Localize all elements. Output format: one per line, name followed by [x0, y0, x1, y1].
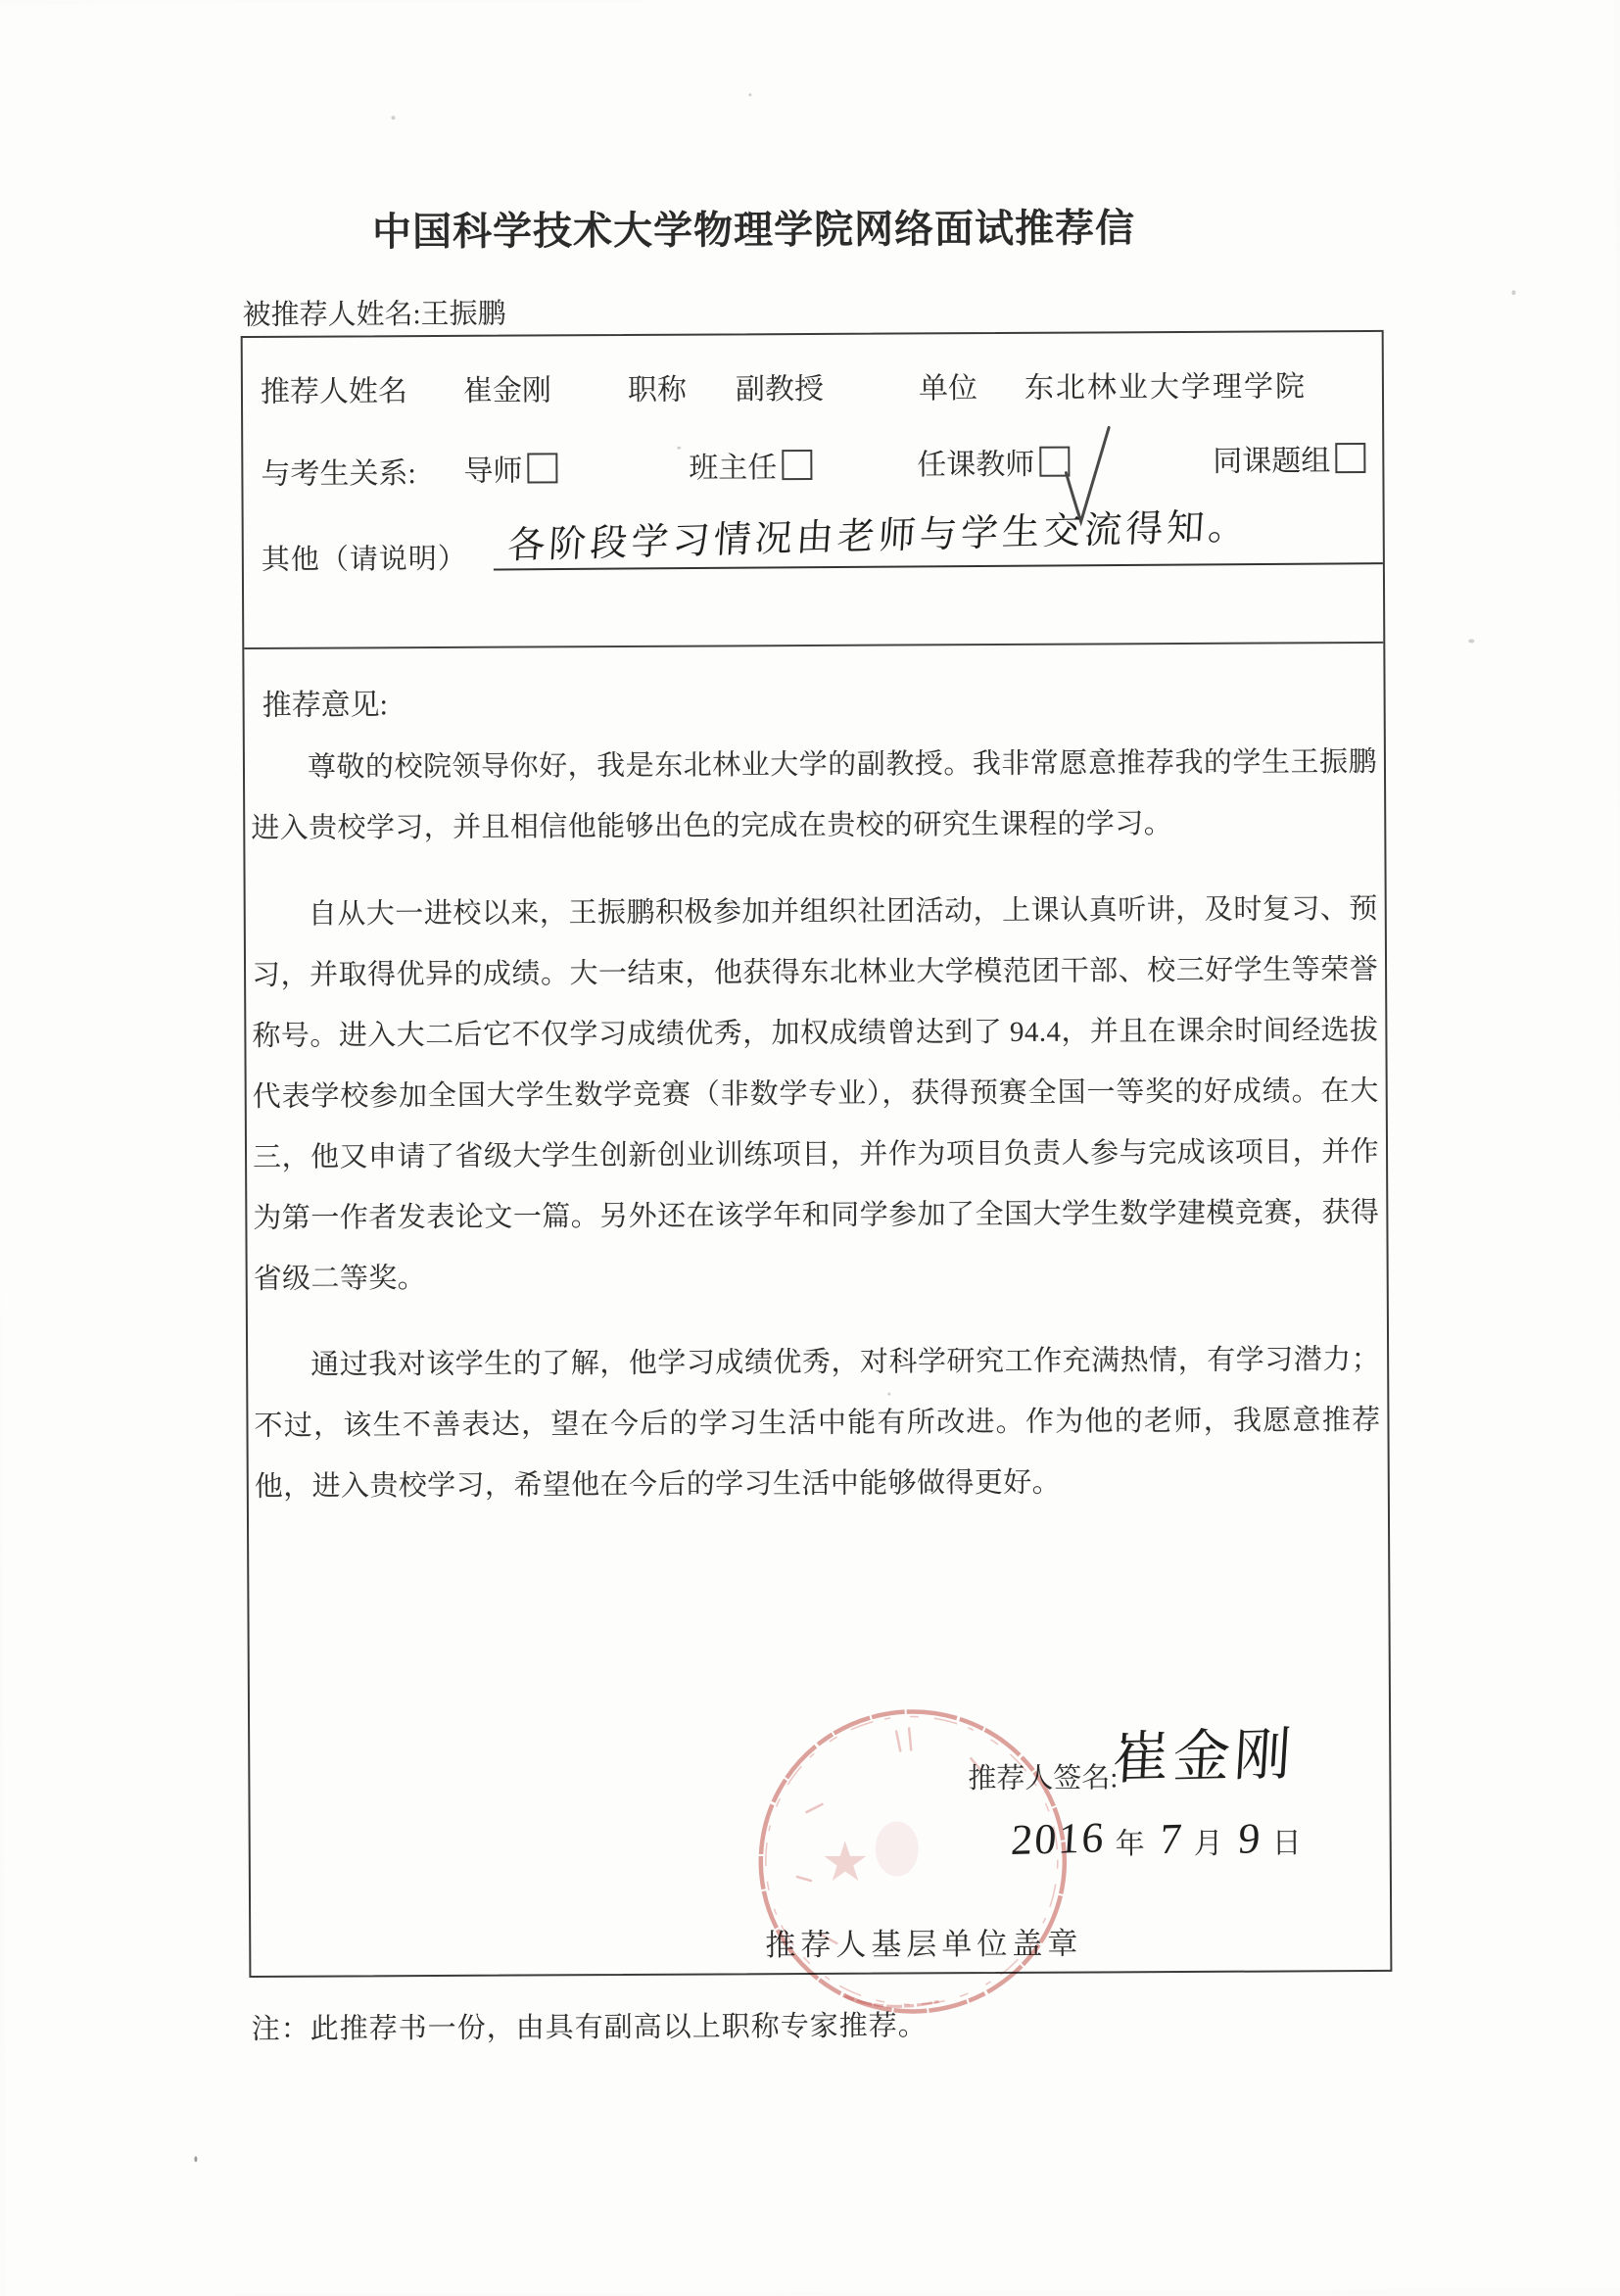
relation-option-label: 同课题组 — [1213, 445, 1331, 478]
other-label: 其他（请说明） — [261, 543, 467, 576]
footnote: 注：此推荐书一份，由具有副高以上职称专家推荐。 — [251, 2010, 928, 2045]
opinion-paragraph: 尊敬的校院领导你好，我是东北林业大学的副教授。我非常愿意推荐我的学生王振鹏进入贵校学习，并且相信他能够出色的完成在贵校的研究生课程的学习。 — [251, 745, 1378, 844]
referee-title: 副教授 — [735, 372, 825, 407]
opinion-body — [251, 732, 1381, 1543]
checkbox-icon — [527, 453, 557, 483]
scan-speck — [194, 2156, 197, 2162]
referee-row — [243, 332, 1382, 408]
scan-speck — [1511, 290, 1515, 295]
date-year: 2016 — [1009, 1813, 1108, 1864]
signature-handwritten-name: 崔金刚 — [1110, 1722, 1297, 1792]
checkbox-icon — [1335, 443, 1365, 473]
opinion-paragraph: 自从大一进校以来，王振鹏积极参加并组织社团活动，上课认真听讲，及时复习、预习，并取得优异的成绩。大一结束，他获得东北林业大学模范团干部、校三好学生等荣誉称号。进入大二后它不仅学习成绩优秀，加权成绩曾达到了 94.4，并且在课余时间经选拔代表学校参加全国大学生数学竞赛（非数学专业），获得预赛全国一等奖的好成绩。在大三，他又申请了省级大学生创新创业训练项目，并作为项目负责人参与完成该项目，并作为第一作者发表论文一篇。另外还在该学年和同学参加了全国大学生数学建模竞赛，获得省级二等奖。 — [251, 892, 1380, 1295]
opinion-paragraph: 通过我对该学生的了解，他学习成绩优秀，对科学研究工作充满热情，有学习潜力；不过，该生不善表达，望在今后的学习生活中能有所改进。作为他的老师，我愿意推荐他，进入贵校学习，希望他在今后的学习生活中能够做得更好。 — [254, 1343, 1381, 1503]
seal-star-icon: ★ — [820, 1830, 871, 1894]
relation-option-same-group — [1213, 436, 1365, 480]
relation-option-headteacher — [689, 443, 812, 487]
candidate-label: 被推荐人姓名: — [242, 299, 421, 332]
referee-title-label: 职称 — [627, 373, 688, 407]
relation-option-course-teacher — [917, 440, 1070, 484]
page-title: 中国科学技术大学物理学院网络面试推荐信 — [371, 207, 1136, 255]
red-seal-stamp — [749, 1701, 1076, 2025]
referee-unit: 东北林业大学理学院 — [1024, 370, 1308, 405]
opinion-heading: 推荐意见: — [262, 689, 389, 722]
date-day-label: 日 — [1271, 1827, 1302, 1860]
scan-speck — [887, 1393, 890, 1396]
relation-option-label: 导师 — [463, 454, 523, 488]
date-month-label: 月 — [1193, 1827, 1223, 1860]
relation-option-label: 任课教师 — [917, 448, 1035, 482]
relation-option-advisor — [463, 446, 557, 490]
candidate-line — [242, 292, 505, 333]
signature-label: 推荐人签名: — [968, 1762, 1119, 1795]
referee-name-label: 推荐人姓名 — [260, 375, 408, 408]
scan-speck — [391, 116, 395, 120]
candidate-name: 王振鹏 — [420, 298, 506, 331]
date-month: 7 — [1158, 1814, 1185, 1864]
scan-speck — [748, 93, 751, 96]
referee-unit-label: 单位 — [918, 372, 978, 406]
other-handwritten-value: 各阶段学习情况由老师与学生交流得知。 — [506, 505, 1251, 567]
date-year-label: 年 — [1115, 1828, 1145, 1861]
date-day: 9 — [1236, 1814, 1263, 1863]
relation-option-label: 班主任 — [689, 452, 778, 485]
unit-stamp-label: 推荐人基层单位盖章 — [765, 1926, 1083, 1963]
scan-speck — [677, 447, 681, 450]
relation-label: 与考生关系: — [261, 457, 416, 491]
section-divider — [244, 642, 1383, 649]
scan-speck — [1468, 639, 1474, 643]
checkbox-icon — [782, 450, 812, 480]
referee-name: 崔金刚 — [462, 374, 552, 407]
